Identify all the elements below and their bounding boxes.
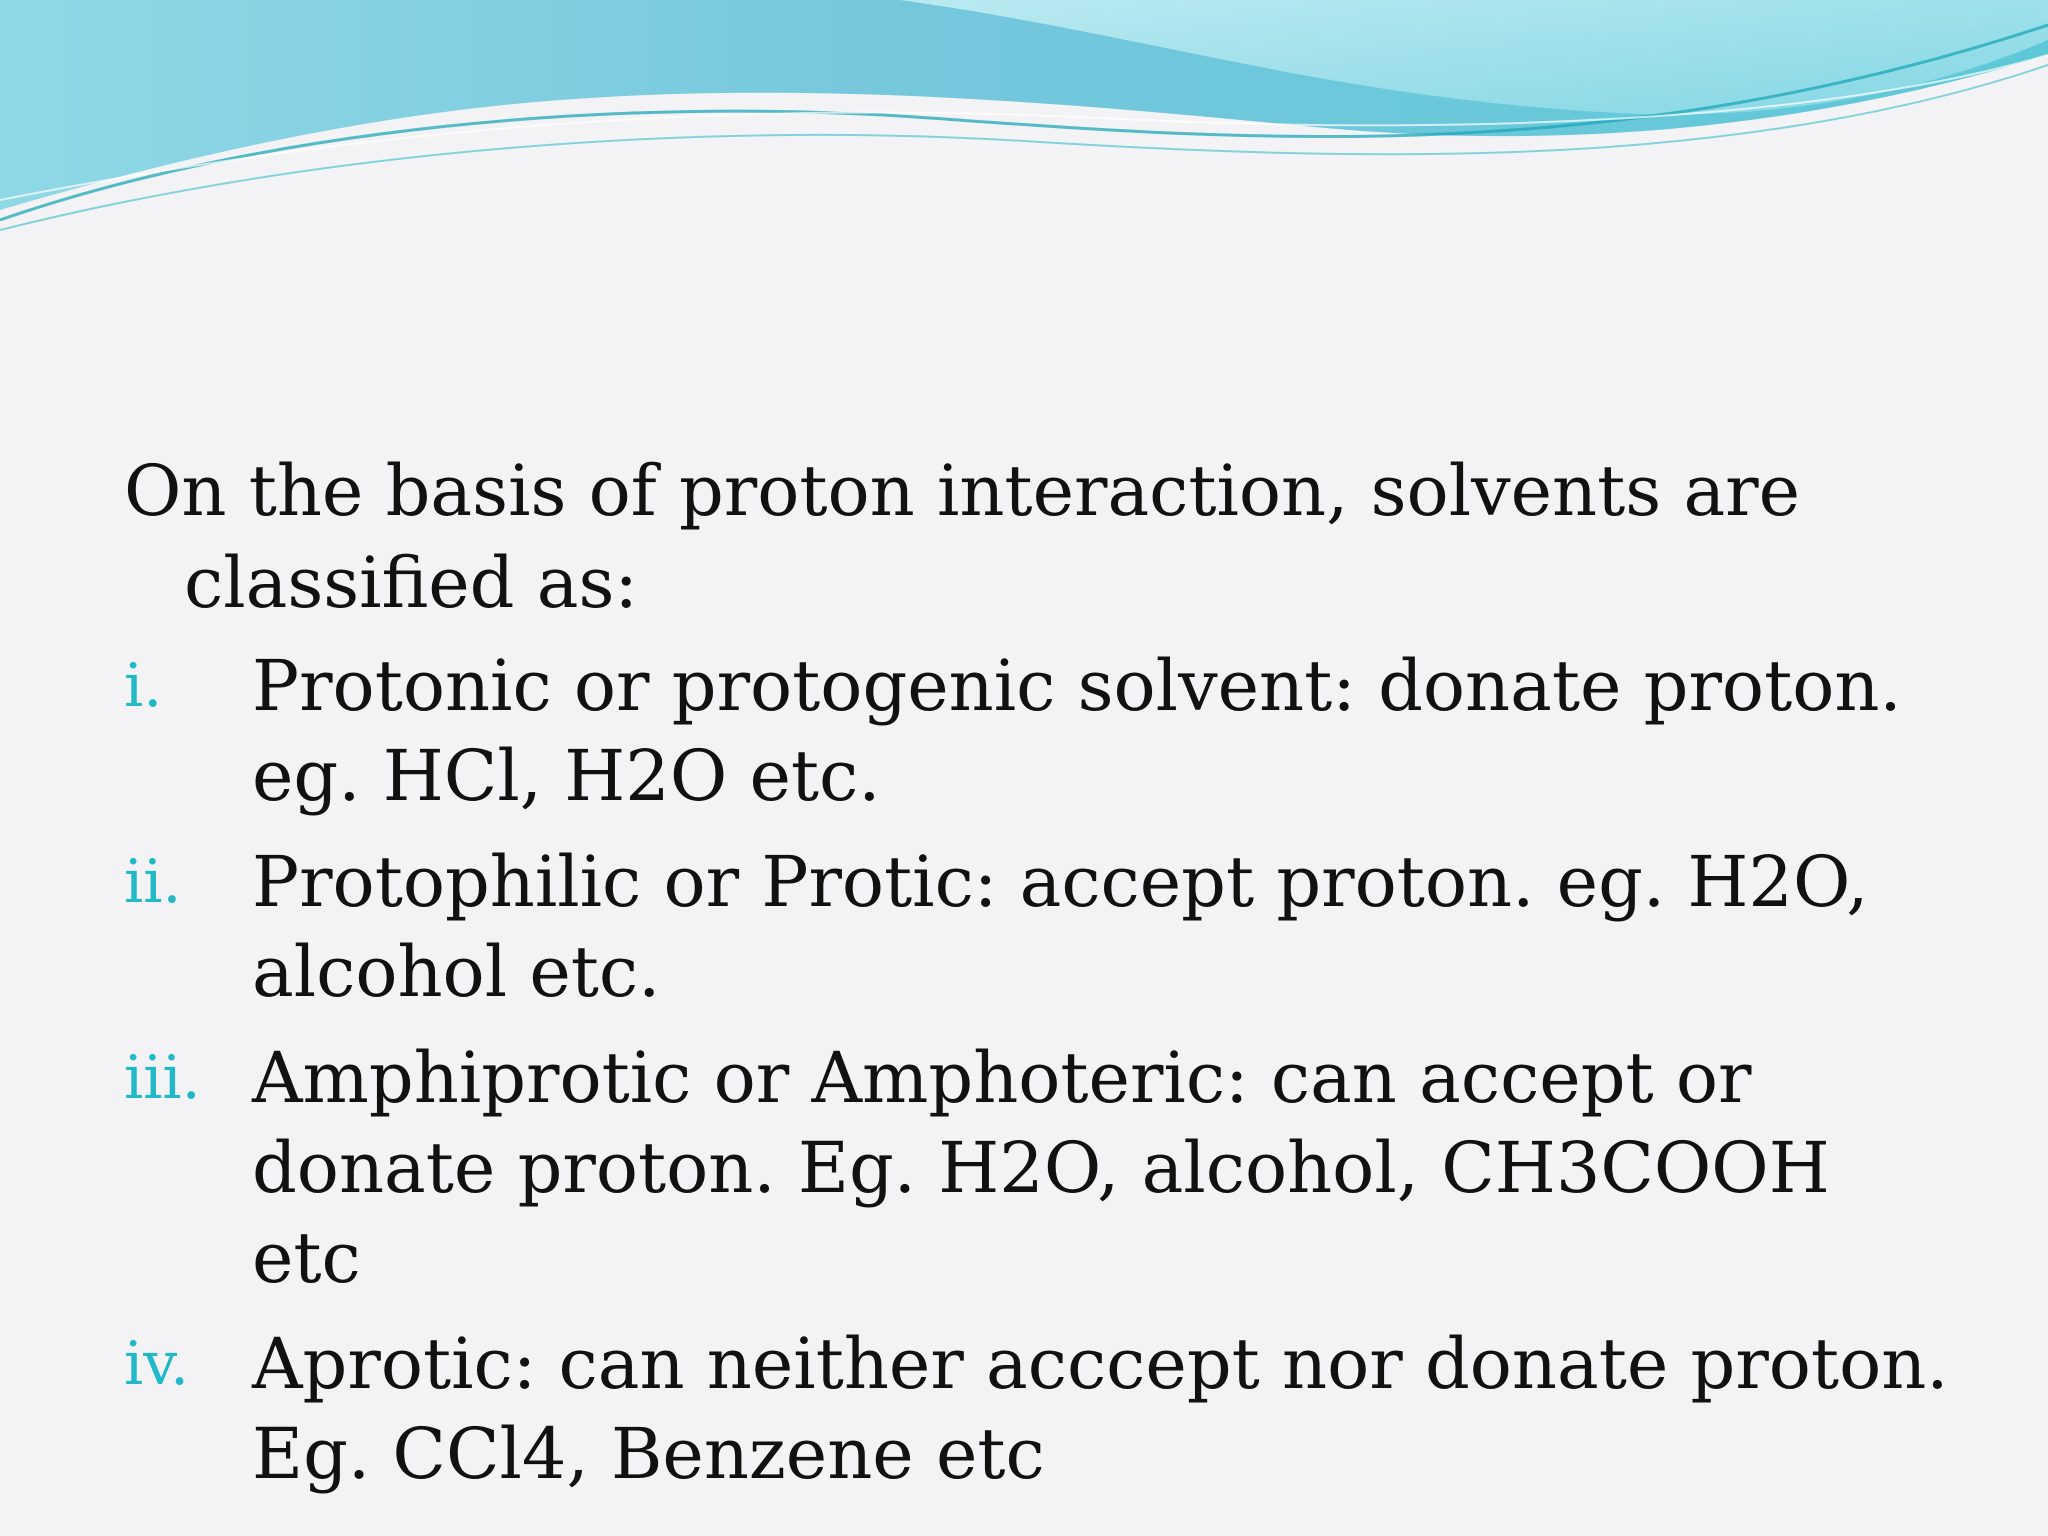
classification-list xyxy=(124,641,1954,1499)
list-marker: iv. xyxy=(124,1329,190,1399)
intro-paragraph: On the basis of proton interaction, solvents are classified as: xyxy=(124,450,1801,624)
list-item-text: Protonic or protogenic solvent: donate proton. eg. HCl, H2O etc. xyxy=(252,645,1902,817)
list-item xyxy=(124,1033,1954,1303)
list-item-text: Aprotic: can neither acccept nor donate proton. Eg. CCl4, Benzene etc xyxy=(252,1323,1949,1495)
slide-content xyxy=(124,445,1954,1515)
list-item xyxy=(124,837,1954,1017)
decorative-wave-header xyxy=(0,0,2048,240)
list-item xyxy=(124,641,1954,821)
list-item-text: Amphiprotic or Amphoteric: can accept or donate proton. Eg. H2O, alcohol, CH3COOH etc xyxy=(252,1037,1830,1299)
list-marker: i. xyxy=(124,651,163,721)
list-marker: ii. xyxy=(124,847,182,917)
list-marker: iii. xyxy=(124,1043,201,1113)
list-item-text: Protophilic or Protic: accept proton. eg. H2O, alcohol etc. xyxy=(252,841,1869,1013)
list-item xyxy=(124,1319,1954,1499)
